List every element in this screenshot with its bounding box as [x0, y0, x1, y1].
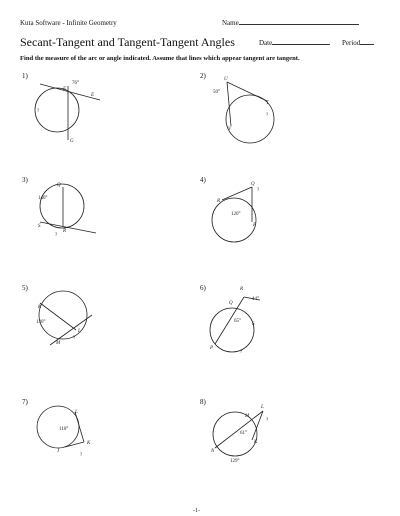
point-label-4c: P: [253, 223, 257, 228]
figure-5: [39, 291, 92, 345]
point-label-8d: N: [211, 449, 215, 454]
point-label-1a: F: [63, 87, 67, 92]
point-label-1c: G: [70, 139, 74, 144]
tangent-2a: [227, 82, 267, 101]
angle-label-5: 130°: [36, 320, 46, 325]
period-label: Period: [342, 39, 361, 47]
circle-4: [212, 198, 256, 242]
point-label-5a: K: [38, 305, 42, 310]
figure-8: [213, 411, 263, 456]
tangent-2b: [227, 82, 231, 126]
problem-number-3: 3): [22, 176, 28, 184]
angle-label-3: 140°: [38, 196, 48, 201]
figure-labels: [36, 77, 270, 464]
figure-3: [40, 184, 96, 233]
circle-1: [35, 88, 79, 132]
unknown-label-6: ?: [240, 350, 243, 355]
page-number: -1-: [193, 508, 200, 514]
software-label: Kuta Software - Infinite Geometry: [20, 19, 117, 27]
point-label-5c: M: [56, 341, 61, 346]
secant-5a: [40, 303, 76, 330]
problem-number-8: 8): [200, 398, 206, 406]
problem-number-2: 2): [200, 72, 206, 80]
page-title: Secant-Tangent and Tangent-Tangent Angles: [20, 35, 235, 49]
unknown-label-8: ?: [266, 418, 269, 423]
point-label-4b: R: [217, 199, 221, 204]
point-label-7b: K: [87, 441, 91, 446]
arc-label-6: 65°: [234, 319, 241, 324]
instructions: Find the measure of the arc or angle indicated. Assume that lines which appear tangent are tangent.: [20, 55, 300, 62]
problem-number-5: 5): [22, 284, 28, 292]
point-label-3c: S: [38, 224, 41, 229]
secant-3: [40, 222, 96, 233]
point-label-8c: K: [254, 440, 258, 445]
unknown-label-4: ?: [257, 188, 260, 193]
point-label-7c: J: [57, 449, 60, 454]
unknown-label-1: ?: [37, 109, 40, 114]
unknown-label-3: ?: [55, 233, 58, 238]
unknown-label-5: ?: [73, 336, 76, 341]
arc-label-8: 129°: [230, 459, 240, 464]
problem-number-4: 4): [200, 176, 206, 184]
point-label-4a: Q: [251, 182, 255, 187]
point-label-2b: T: [266, 101, 269, 106]
point-label-8b: M: [245, 414, 250, 419]
angle-label-1: 76°: [72, 81, 79, 86]
circle-7: [37, 406, 79, 448]
tangent-7b: [65, 442, 84, 447]
problem-number-6: 6): [200, 284, 206, 292]
circle-3: [40, 184, 84, 228]
point-label-2a: U: [224, 77, 228, 82]
circle-8: [213, 412, 257, 456]
problem-number-1: 1): [22, 72, 28, 80]
point-label-6b: Q: [229, 301, 233, 306]
point-label-2c: V: [228, 127, 232, 132]
problem-number-7: 7): [22, 398, 28, 406]
point-label-5b: L: [78, 329, 81, 334]
angle-label-2: 50°: [213, 90, 220, 95]
point-label-3b: R: [63, 229, 67, 234]
date-label: Date: [259, 39, 273, 47]
circle-6: [210, 308, 254, 352]
unknown-label-7: ?: [80, 453, 83, 458]
point-label-7a: L: [75, 410, 78, 415]
point-label-3a: Q: [57, 183, 61, 188]
name-label: Name: [222, 19, 239, 27]
point-label-6d: P: [210, 346, 214, 351]
angle-label-7: 110°: [59, 427, 69, 432]
angle-label-8: 61°: [240, 431, 247, 436]
angle-label-6: 44°: [252, 297, 259, 302]
point-label-6a: R: [240, 287, 244, 292]
angle-label-4: 120°: [231, 212, 241, 217]
point-label-8a: L: [261, 405, 264, 410]
point-label-6c: S: [252, 322, 255, 327]
unknown-label-2: ?: [266, 113, 269, 118]
point-label-1b: E: [91, 93, 95, 98]
